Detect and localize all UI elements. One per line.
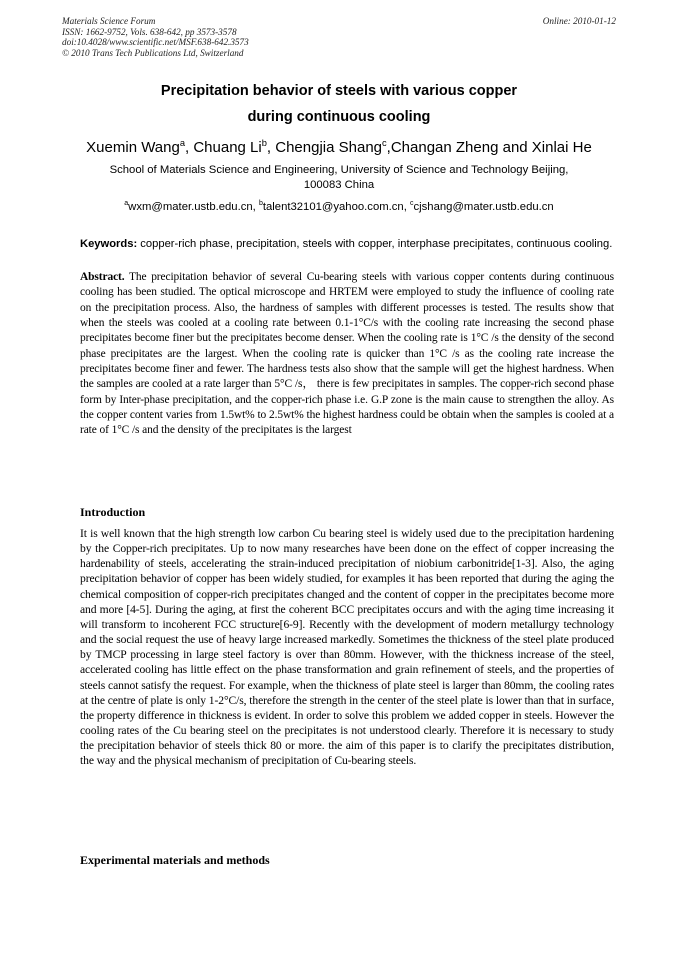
keywords-label: Keywords: <box>80 238 138 250</box>
affiliation-line-1: School of Materials Science and Engineering, University of Science and Technology Beijing, <box>109 164 569 176</box>
email-address[interactable]: cjshang@mater.ustb.edu.cn <box>413 201 554 213</box>
abstract <box>80 270 614 439</box>
affiliation-line-2: 100083 China <box>303 179 375 191</box>
experimental-heading: Experimental materials and methods <box>80 853 270 867</box>
email-separator: , <box>252 201 259 213</box>
paper-title-line-1: Precipitation behavior of steels with various copper <box>160 83 518 99</box>
keywords-text: copper-rich phase, precipitation, steels with copper, interphase precipitates, continuous cooling. <box>137 238 613 250</box>
affiliation <box>80 163 598 193</box>
author-name: Chengjia Shang <box>275 139 383 156</box>
issn-line: ISSN: 1662-9752, Vols. 638-642, pp 3573-3578 <box>62 26 237 37</box>
online-date: Online: 2010-01-12 <box>542 16 616 26</box>
abstract-text: The precipitation behavior of several Cu-bearing steels with various copper contents during continuous cooling has been studied. The optical microscope and HRTEM were employed to study the influence of cooling rate on the precipitation process. Also, the hardness of samples with different processes is tested. The results show that when the steels was cooled at a cooling rate between 0.1-1°C/s with the cooling rate increasing the second phase precipitates become finer but the precipitates become denser. When the cooling rate is 1°C /s the density of the second phase precipitates are the largest. When the cooling rate is quicker than 1°C /s as the cooling rate increase the precipitates become finer and fewer. The hardness tests also show that the sample will get the highest hardness. When the samples are cooled at a rate larger than 5°C /s， there is few precipitates in samples. The copper-rich second phase form by Inter-phase precipitation, and the copper-rich phase i.e. G.P zone is the main cause to strengthen the alloy. As the copper content varies from 1.5wt% to 2.5wt% the highest hardness could be obtain when the samples is cooled at a rate of 1°C /s and the density of the precipitates is the largest <box>80 271 614 437</box>
author-affil-mark: a <box>179 138 185 148</box>
author-name: Xuemin Wang <box>86 139 180 156</box>
email-address[interactable]: wxm@mater.ustb.edu.cn <box>128 201 253 213</box>
email-address[interactable]: talent32101@yahoo.com.cn <box>262 201 404 213</box>
doi-line: doi:10.4028/www.scientific.net/MSF.638-642.3573 <box>62 37 249 48</box>
author-name: Chuang Li <box>193 139 262 156</box>
journal-name: Materials Science Forum <box>62 16 156 26</box>
author-affil-mark: c <box>382 138 387 148</box>
email-mark: a <box>124 200 129 208</box>
author-separator: , <box>266 139 276 156</box>
email-list <box>62 200 616 215</box>
introduction-heading: Introduction <box>80 505 146 519</box>
keywords <box>80 237 614 252</box>
author-list <box>62 138 616 158</box>
copyright-line: © 2010 Trans Tech Publications Ltd, Switzerland <box>62 47 244 58</box>
introduction-text: It is well known that the high strength low carbon Cu bearing steel is widely used due to the precipitation hardening by the Copper-rich precipitates. Up to now many researches have been done on the effect of copper increasing the hardenability of steels, accelerating the strain-induced precipitation of niobium carbonitride[1-3]. Also, the aging precipitation behavior of copper has been widely studied, for examples it has been reported that during the aging the chemical composition of copper-rich precipitates changed and the content of copper in the precipitates become more and more [4-5]. During the aging, at first the coherent BCC precipitates occurs and with the aging time increasing it will transform to incoherent FCC structure[6-9]. Recently with the development of modern metallurgy technology and the social request the use of heavy large increased markedly. Sometimes the thickness of the steel plate produced by TMCP processing in large steel factory is over than 80mm. However, with the thickness increase of the steel, accelerated cooling has little effect on the phase transformation and grain refinement of steels, and the properties of steels cannot satisfy the request. For example, when the thickness of plate steel is larger than 80mm, the cooling rates at the centre of plate is only 1-2°C/s, therefore the strength in the center of the steel plate is lower than that in surface, the property difference in thickness is evident. In order to solve this problem we added copper in steels. However the cooling rates of the Cu bearing steel on the precipitates is not understood clearly. Therefore it is necessary to study the precipitation behavior of steels thick 80 or more. the aim of this paper is to clarify the precipitates distribution, the way and the physical mechanism of precipitation of Cu-bearing steels. <box>80 527 614 768</box>
abstract-label: Abstract. <box>80 271 125 283</box>
email-mark: c <box>410 200 414 208</box>
author-affil-mark: b <box>261 138 267 148</box>
journal-header <box>62 16 616 58</box>
author-separator: , <box>386 139 391 156</box>
email-mark: b <box>258 200 263 208</box>
paper-title-line-2: during continuous cooling <box>247 109 431 125</box>
email-separator: , <box>403 201 410 213</box>
author-name: Changan Zheng and Xinlai He <box>390 139 592 156</box>
author-separator: , <box>185 139 194 156</box>
